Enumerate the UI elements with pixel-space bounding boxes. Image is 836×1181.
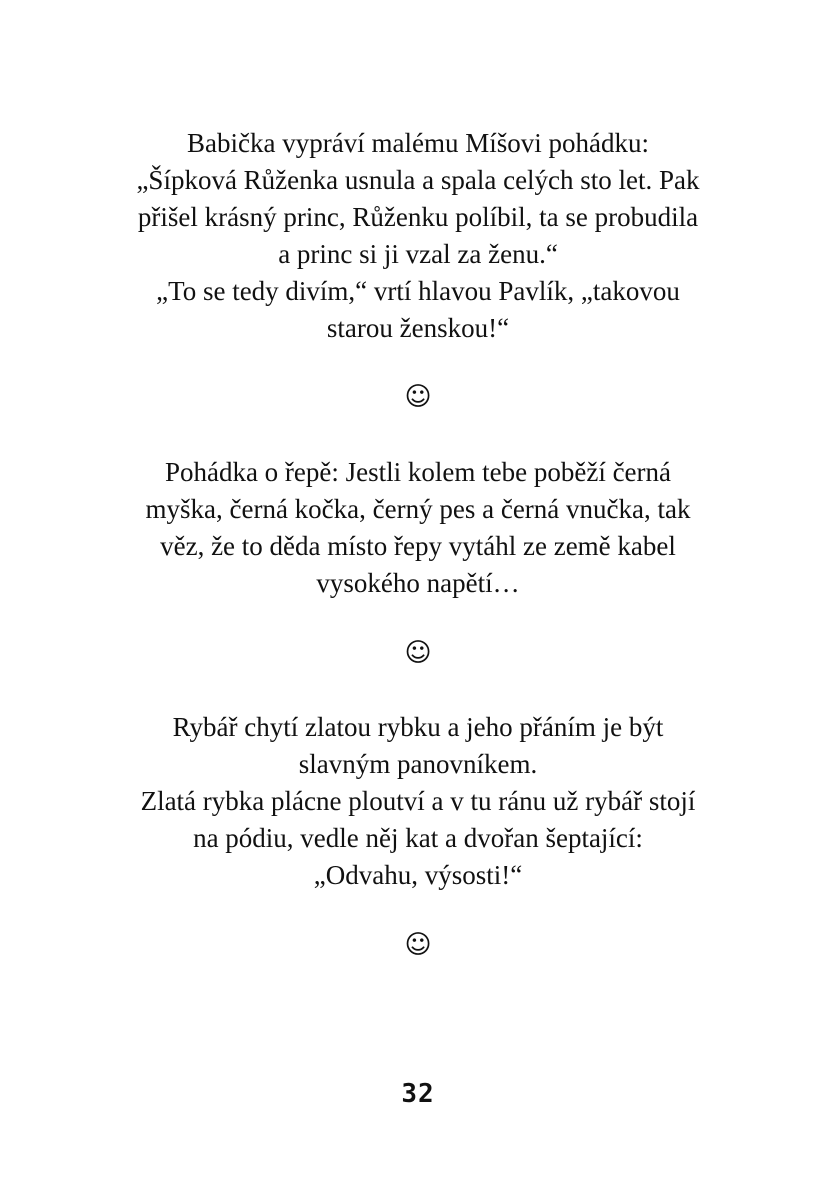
joke-line: přišel krásný princ, Růženku políbil, ta se probudila bbox=[137, 202, 699, 232]
joke-3 bbox=[0, 709, 836, 894]
joke-line: myška, černá kočka, černý pes a černá vnučka, tak bbox=[145, 494, 691, 524]
joke-line: starou ženskou!“ bbox=[326, 313, 510, 343]
smiley-icon: ☺ bbox=[404, 382, 432, 412]
joke-line: vysokého napětí… bbox=[316, 568, 520, 598]
joke-2 bbox=[0, 454, 836, 602]
joke-line: Rybář chytí zlatou rybku a jeho přáním je být bbox=[172, 712, 664, 742]
smiley-icon: ☺ bbox=[404, 930, 432, 960]
smiley-icon: ☺ bbox=[404, 638, 432, 668]
joke-line: „Šípková Růženka usnula a spala celých sto let. Pak bbox=[136, 165, 700, 195]
joke-line: „Odvahu, výsosti!“ bbox=[313, 860, 523, 890]
joke-1 bbox=[0, 125, 836, 347]
joke-line: slavným panovníkem. bbox=[298, 749, 538, 779]
joke-line: věz, že to děda místo řepy vytáhl ze země kabel bbox=[160, 531, 676, 561]
joke-line: a princ si ji vzal za ženu.“ bbox=[278, 239, 558, 269]
joke-line: „To se tedy divím,“ vrtí hlavou Pavlík, „takovou bbox=[156, 276, 680, 306]
joke-line: Babička vypráví malému Míšovi pohádku: bbox=[187, 128, 649, 158]
joke-line: Zlatá rybka plácne ploutví a v tu ránu už rybář stojí bbox=[140, 786, 696, 816]
joke-line: na pódiu, vedle něj kat a dvořan šeptající: bbox=[193, 823, 643, 853]
joke-line: Pohádka o řepě: Jestli kolem tebe poběží černá bbox=[164, 457, 672, 487]
page-number: 32 bbox=[401, 1079, 435, 1109]
